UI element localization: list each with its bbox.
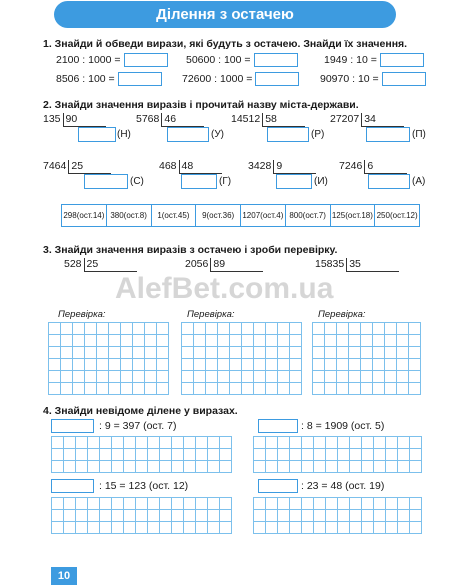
answer-key-cell: 298(ост.14)	[62, 205, 107, 226]
page-title-banner	[54, 1, 396, 28]
letter-label: (Н)	[117, 129, 131, 140]
work-grid[interactable]	[253, 497, 422, 534]
task4-heading: 4. Знайди невідоме ділене у виразах.	[43, 405, 238, 417]
quotient-box[interactable]	[84, 174, 128, 189]
task4-expr: : 23 = 48 (ост. 19)	[301, 480, 385, 492]
quotient-box[interactable]	[276, 174, 312, 189]
answer-box[interactable]	[382, 72, 426, 86]
task1-expr: 50600 : 100 =	[186, 53, 298, 67]
unknown-dividend-box[interactable]	[51, 479, 94, 493]
answer-key-cell: 380(ост.8)	[107, 205, 152, 226]
task2-heading: 2. Знайди значення виразів і прочитай назву міста-держави.	[43, 99, 359, 111]
check-grid[interactable]	[181, 322, 302, 395]
division-item: 2056 89	[185, 258, 263, 272]
task3-heading: 3. Знайди значення виразів з остачею і зроби перевірку.	[43, 244, 338, 256]
check-grid[interactable]	[312, 322, 421, 395]
task1-expr: 1949 : 10 =	[324, 53, 424, 67]
letter-label: (А)	[412, 176, 426, 187]
task4-expr: : 8 = 1909 (ост. 5)	[301, 420, 385, 432]
answer-key-cell: 1207(ост.4)	[241, 205, 286, 226]
task1-expr: 8506 : 100 =	[56, 72, 162, 86]
unknown-dividend-box[interactable]	[258, 479, 298, 493]
quotient-box[interactable]	[366, 127, 410, 142]
quotient-box[interactable]	[267, 127, 309, 142]
letter-label: (У)	[211, 129, 225, 140]
answer-box[interactable]	[124, 53, 168, 67]
page-number: 10	[51, 567, 77, 585]
answer-box[interactable]	[118, 72, 162, 86]
answer-key-cell: 250(ост.12)	[376, 211, 418, 220]
answer-key-strip	[61, 204, 420, 227]
division-item: 3428 9	[248, 160, 316, 174]
check-label: Перевірка:	[187, 309, 235, 320]
page-title: Ділення з остачею	[156, 6, 294, 23]
unknown-dividend-box[interactable]	[258, 419, 298, 433]
work-grid[interactable]	[253, 436, 422, 473]
answer-key-cell: 800(ост.7)	[286, 205, 331, 226]
quotient-box[interactable]	[167, 127, 209, 142]
quotient-box[interactable]	[78, 127, 116, 142]
division-item: 15835 35	[315, 258, 399, 272]
division-item: 468 48	[159, 160, 222, 174]
answer-box[interactable]	[255, 72, 299, 86]
task4-expr: : 15 = 123 (ост. 12)	[99, 480, 189, 492]
letter-label: (П)	[412, 129, 426, 140]
answer-box[interactable]	[380, 53, 424, 67]
letter-label: (Г)	[219, 176, 232, 187]
work-grid[interactable]	[51, 436, 232, 473]
answer-key-cell: 125(ост.18)	[331, 205, 376, 226]
task1-expr: 2100 : 1000 =	[56, 53, 168, 67]
task1-expr: 90970 : 10 =	[320, 72, 426, 86]
letter-label: (И)	[314, 176, 328, 187]
division-item: 5768 46	[136, 113, 204, 127]
work-grid[interactable]	[51, 497, 232, 534]
check-grid[interactable]	[48, 322, 169, 395]
task4-expr: : 9 = 397 (ост. 7)	[99, 420, 177, 432]
letter-label: (С)	[130, 176, 144, 187]
division-item: 7464 25	[43, 160, 111, 174]
quotient-box[interactable]	[368, 174, 410, 189]
division-item: 14512 58	[231, 113, 305, 127]
division-item: 27207 34	[330, 113, 404, 127]
check-label: Перевірка:	[58, 309, 106, 320]
unknown-dividend-box[interactable]	[51, 419, 94, 433]
quotient-box[interactable]	[181, 174, 217, 189]
task1-expr: 72600 : 1000 =	[182, 72, 299, 86]
division-item: 7246 6	[339, 160, 407, 174]
answer-key-cell: 9(ост.36)	[196, 205, 241, 226]
watermark: AlefBet.com.ua	[115, 272, 334, 305]
division-item: 528 25	[64, 258, 137, 272]
letter-label: (Р)	[311, 129, 325, 140]
task1-heading: 1. Знайди й обведи вирази, які будуть з остачею. Знайди їх значення.	[43, 38, 408, 50]
check-label: Перевірка:	[318, 309, 366, 320]
answer-box[interactable]	[254, 53, 298, 67]
answer-key-cell: 1(ост.45)	[152, 205, 197, 226]
division-item: 135 90	[43, 113, 106, 127]
